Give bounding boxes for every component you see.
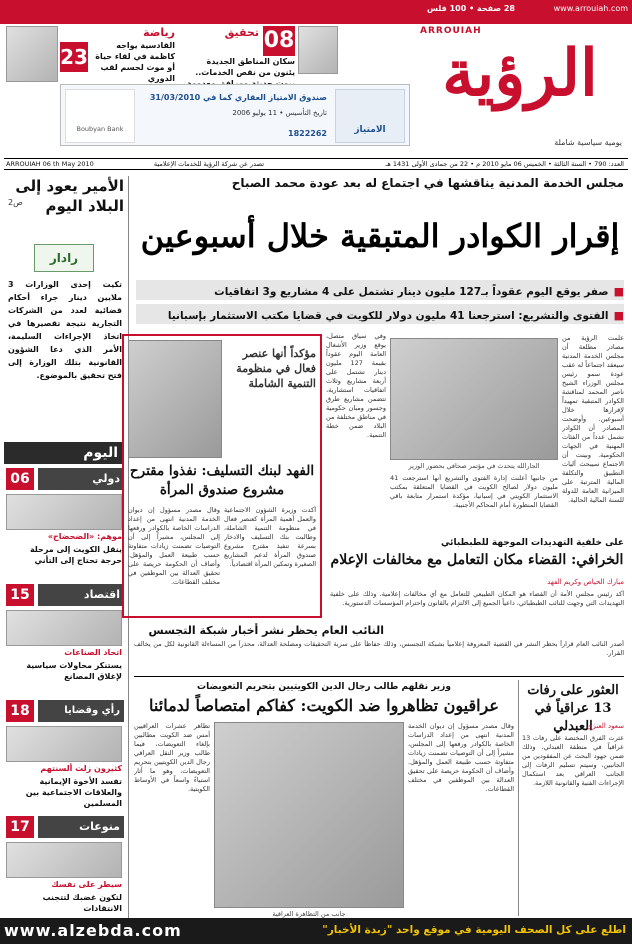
index-item-section: منوعات bbox=[38, 816, 124, 838]
story-media-byline: مبارك الخياص وكريم الفهد bbox=[547, 578, 624, 586]
ad-banner[interactable] bbox=[60, 84, 410, 146]
main-body-col3: من جانبها أعلنت إدارة الفتوى والتشريع أنها استرجعت 41 مليون دولار لصالح الكويت في القضايا المتعلقة بمكتب الاستثمار الكويتي في إسبانيا، مؤكدة استمرار متابعة باقي القضايا المنظورة أمام المحاكم الأجنبية. bbox=[390, 474, 558, 509]
logo bbox=[420, 24, 620, 134]
footer-site[interactable]: www.alzebda.com bbox=[4, 921, 182, 940]
date-english: ARROUIAH 06 th May 2010 bbox=[6, 160, 94, 168]
radar-logo bbox=[34, 244, 94, 272]
index-item-page: 17 bbox=[6, 816, 34, 838]
iraq-body-col1: تظاهر عشرات العراقيين أمس ضد الكويت مطالبين بإلغاء التعويضات، فيما طالب وزير النقل العراقي رجال الدين الكويتيين بتحريم التعويضات، وهو ما أثار استياءً واسعاً في الأوساط الكويتية. bbox=[134, 722, 210, 793]
rafat-byline: سعود العنزي bbox=[586, 722, 624, 730]
feature-photo-minister bbox=[128, 340, 222, 458]
feature-body: أكدت وزيرة الشؤون الاجتماعية والعمل أهمية المرأة كعنصر فعال في منظومة التنمية الشاملة، وطالبت بنك التسليف والادخار بسرعة تنفيذ مقترح مشروع صندوق المرأة لدعم المشاريع الصغيرة وتمكين المرأة اقتصادياً. bbox=[224, 506, 316, 568]
rafat-headline[interactable]: العثور على رفات 13 عراقياً في العبدلي bbox=[527, 683, 619, 734]
prosecutor-body: أصدر النائب العام قراراً بحظر النشر في القضية المعروفة إعلامياً بشبكة التجسس، وذلك حفاظاً على سرية التحقيقات ومصلحة العدالة، محذراً من المساءلة القانونية لكل من يخالف القرار. bbox=[134, 640, 624, 657]
sidebar-left bbox=[4, 174, 124, 930]
issue-line: العدد: 790 • السنة الثالثة • الخميس 06 مايو 2010 م • 22 من جمادى الأولى 1431 هـ bbox=[385, 160, 624, 168]
publisher-line: تصدر عن شركة الرؤية للخدمات الإعلامية bbox=[153, 160, 264, 168]
footer-slogan: اطلع على كل الصحف اليومية في موقع واحد "زبدة الأخبار" bbox=[322, 924, 626, 936]
index-title: اليوم bbox=[83, 445, 118, 461]
website-url[interactable]: www.arrouiah.com bbox=[553, 4, 628, 13]
bullet-icon: ■ bbox=[613, 285, 624, 298]
index-item-page: 15 bbox=[6, 584, 34, 606]
main-sub1[interactable] bbox=[136, 280, 624, 300]
teaser-section: تحقيق bbox=[224, 26, 259, 39]
main-sub2[interactable] bbox=[136, 304, 624, 324]
index-item[interactable] bbox=[4, 584, 124, 694]
teaser-photo-players bbox=[6, 26, 58, 82]
teaser-text: القادسية يواجه كاظمة في لقاء حياة أو موت لحسم لقب الدوري bbox=[95, 41, 175, 83]
story-media-body: أكد رئيس مجلس الأمة أن القضاء هو المكان الطبيعي للتعامل مع أي مخالفات إعلامية، وذلك على خلفية التهديدات التي وجهت للنائب الطبطبائي، داعياً الجميع إلى الالتزام بالقانون واحترام المؤسسات الدستورية. bbox=[330, 590, 624, 607]
index-item-text: لتكون غضبك لتتجنب الانتقادات bbox=[42, 893, 122, 913]
index-item-photo bbox=[6, 494, 122, 530]
iraq-headline[interactable]: عراقيون تظاهروا ضد الكويت: كفاكم امتصاصاً لدمائنا bbox=[149, 696, 499, 715]
teaser-number: 08 bbox=[263, 26, 295, 56]
main-body-col2: علمت الرؤية من مصادر مطلعة أن مجلس الخدمة المدنية سيعقد اجتماعاً له عقب عودة سمو رئيس مجلس الوزراء الشيخ ناصر المحمد لمناقشة الكوادر المتبقية تمهيداً لإقرارها خلال أسبوعين. وأوضحت المصادر أن الكوادر تشمل عدداً من الفئات المهنية في الجهات الحكومية. وبينت أن الاجتماع سيبحث آليات التطبيق والتكلفة المالية المترتبة على الميزانية العامة للدولة للسنة المالية الحالية. bbox=[562, 334, 624, 504]
index-item-section: اقتصاد bbox=[38, 584, 124, 606]
index-item-page: 06 bbox=[6, 468, 34, 490]
logo-english: ARROUIAH bbox=[420, 26, 482, 36]
tagline: يومية سياسية شاملة bbox=[554, 138, 622, 147]
teaser-text: سكان المناطق الجديدة يئنون من نقص الخدمات.. bbox=[195, 57, 295, 77]
main-kicker[interactable]: مجلس الخدمة المدنية يناقشها في اجتماع له بعد عودة محمد الصباح bbox=[231, 176, 624, 190]
story-media-kicker[interactable]: على خلفية التهديدات الموجهة للطبطبائي bbox=[440, 538, 624, 548]
index-header bbox=[4, 442, 124, 464]
iraq-kicker[interactable]: وزير نقلهم طالب رجال الدين الكويتيين بتحريم التعويضات bbox=[197, 682, 451, 692]
pages-price: 28 صفحة • 100 فلس bbox=[426, 4, 515, 13]
ad-headline: صندوق الامتياز العقاري كما في 31/03/2010 bbox=[149, 93, 327, 102]
feature-box[interactable] bbox=[122, 334, 322, 618]
iraq-protest-photo bbox=[214, 722, 404, 908]
amir-page-ref: ص2 bbox=[8, 198, 23, 207]
iraq-caption: جانب من التظاهرة العراقية bbox=[272, 910, 346, 918]
teaser-photo-building bbox=[298, 26, 338, 74]
index-item-photo bbox=[6, 726, 122, 762]
teaser-section: رياضة bbox=[143, 26, 175, 39]
index-item-text: تفسد الأخوة الإيمانية والعلاقات الاجتماعية بين المسلمين bbox=[25, 777, 122, 808]
index-item-photo bbox=[6, 610, 122, 646]
iraq-rule bbox=[134, 676, 624, 677]
feature-headline: الفهد لبنك التسليف: نفذوا مقترح مشروع صندوق المرأة bbox=[129, 463, 315, 498]
index-item-title: موهم: «الضحضاح» bbox=[47, 532, 122, 541]
ad-brand: الامتياز bbox=[354, 125, 386, 135]
rafat-body: عثرت الفرق المختصة على رفات 13 عراقياً في منطقة العبدلي، وذلك ضمن جهود البحث عن المفقودين من الجانبين، وسيتم تسليم الرفات إلى الجانب العراقي بعد استكمال الإجراءات الفنية والقانونية اللازمة. bbox=[522, 734, 624, 787]
prosecutor-headline[interactable]: النائب العام يحظر نشر أخبار شبكة التجسس bbox=[148, 624, 384, 637]
teaser-number: 23 bbox=[60, 42, 88, 72]
ad-phone: 1822262 bbox=[288, 129, 327, 138]
feature-kicker: مؤكداً أنها عنصر فعال في منظومة التنمية الشاملة bbox=[236, 347, 316, 390]
index-item-section: رأي وقضايا bbox=[38, 700, 124, 722]
radar-text: تكيت إحدى الوزارات 3 ملايين دينار جراء أحكام قضائية لعدد من الشركات التجارية نتيجة تقصيرها في اتخاذ الإجراءات السليمة، الأمر الذي دعا الشؤون القانونية بتلك الوزارة إلى فتح تحقيق بالموضوع. bbox=[8, 280, 122, 380]
main-body-col1: وفي سياق متصل، يوقع وزير الأشغال العامة اليوم عقوداً بقيمة 127 مليون دينار تشتمل على أربعة مشاريع وثلاث اتفاقيات استشارية، تتضمن مشاريع طرق وجسور ومبان حكومية في مناطق مختلفة من البلاد ضمن خطة التنمية. bbox=[326, 332, 386, 439]
amir-headline[interactable]: الأمير يعود إلى البلاد اليوم bbox=[15, 177, 124, 215]
dateline-bar bbox=[4, 158, 628, 170]
masthead bbox=[0, 0, 632, 170]
index-item-title: اتحاد الصناعات bbox=[64, 648, 122, 657]
main-headline[interactable]: إقرار الكوادر المتبقية خلال أسبوعين bbox=[140, 217, 620, 255]
rafat-divider bbox=[518, 680, 519, 916]
footer-banner[interactable] bbox=[0, 918, 632, 944]
index-item[interactable] bbox=[4, 816, 124, 926]
main-sub1-text: صفر يوقع اليوم عقوداً بـ127 مليون دينار تشتمل على 4 مشاريع و3 اتفاقيات bbox=[214, 286, 609, 298]
press-conference-photo bbox=[390, 338, 558, 460]
ad-bank-name: Boubyan Bank bbox=[76, 125, 124, 133]
index-item-title: كثيرون زلت ألسنتهم bbox=[40, 764, 122, 773]
index-item[interactable] bbox=[4, 468, 124, 578]
story-media-headline[interactable]: الخرافي: القضاء مكان التعامل مع مخالفات الإعلام bbox=[330, 552, 624, 568]
index-item-photo bbox=[6, 842, 122, 878]
radar-logo-text: رادار bbox=[49, 251, 79, 265]
index-item-text: يستنكر محاولات سياسية لإغلاق المصانع bbox=[26, 661, 122, 681]
ad-bank-logo bbox=[65, 89, 135, 143]
iraq-body-col2: وقال مصدر مسؤول إن ديوان الخدمة المدنية انتهى من إعداد الدراسات الخاصة بالكوادر ورفعها إلى المجلس، مشيراً إلى أن التوصيات تضمنت زيادات متفاوتة حسب طبيعة العمل والمؤهل. وأضاف أن الحكومة حريصة على تحقيق العدالة بين الموظفين في مختلف القطاعات. bbox=[408, 722, 514, 793]
ad-details: تاريخ التأسيس • 11 يوليو 2006 bbox=[232, 109, 327, 117]
photo-caption: الجارالله يتحدث في مؤتمر صحافي بحضور الوزير bbox=[408, 462, 540, 470]
index-item-section: دولي bbox=[38, 468, 124, 490]
logo-arabic: الرؤية bbox=[442, 36, 598, 111]
main-sub2-text: الفتوى والتشريع: استرجعنا 41 مليون دولار للكويت في قضايا مكتب الاستثمار بإسبانيا bbox=[167, 310, 609, 322]
index-item-page: 18 bbox=[6, 700, 34, 722]
bullet-icon: ■ bbox=[613, 309, 624, 322]
index-item-title: سيطر على نفسك bbox=[51, 880, 122, 889]
feature-body-2: وقال مصدر مسؤول إن ديوان الخدمة المدنية انتهى من إعداد الدراسات الخاصة بالكوادر ورفعها إلى المجلس، مشيراً إلى أن التوصيات تضمنت زيادات متفاوتة حسب طبيعة العمل والمؤهل. وأضاف أن الحكومة حريصة على تحقيق العدالة بين الموظفين في مختلف القطاعات. bbox=[128, 506, 220, 586]
index-item[interactable] bbox=[4, 700, 124, 810]
index-item-text: ينقل الكويت إلى مرحلة حرجة تحتاج إلى التأني bbox=[29, 545, 122, 565]
